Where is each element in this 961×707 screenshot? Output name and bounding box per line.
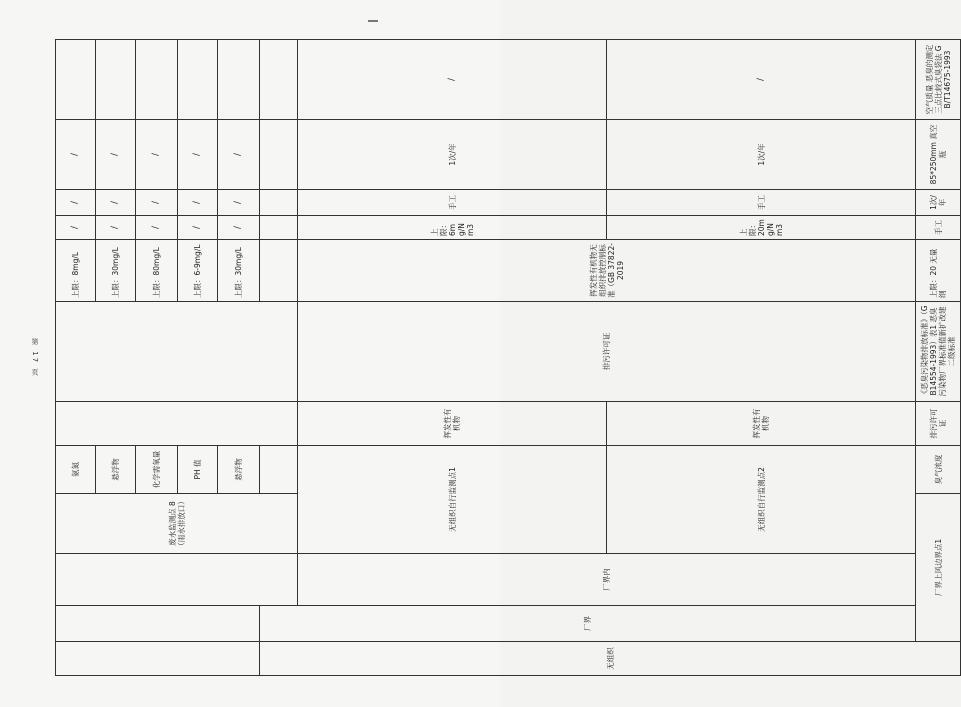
cell-empty [136,40,178,120]
cell-empty [260,216,298,240]
cell-empty [56,606,260,642]
page-number: 第 17 页 [31,338,39,378]
cell-empty [260,40,298,120]
cell-pollutant: 化学需氧量 [136,446,178,494]
cell-point: 无组织自行监测点2 [607,446,916,554]
cell-frequency: 1次/年 [607,120,916,190]
monitoring-table-rotated [55,40,956,676]
cell-limit: 上限：6-9mg/L [178,240,218,302]
cell-empty [56,302,298,402]
cell-method: / [96,216,136,240]
cell-container: / [218,120,260,190]
cell-wastewater-point: 废水监测点 8（雨水排放口） [56,494,298,554]
table-row [298,40,607,676]
cell-limit: 上限：8mg/L [56,240,96,302]
cell-frequency: / [218,190,260,216]
cell-zone: 厂界内 [298,554,916,606]
cell-limit: 上限：20 无量纲 [916,240,961,302]
cell-limit: 上限：6mg/Nm3 [298,216,607,240]
cell-empty [260,240,298,302]
cell-method: 手工 [298,190,607,216]
cell-limit: 上限：80mg/L [136,240,178,302]
cell-container: / [178,120,218,190]
table-row [56,40,96,676]
cell-empty [56,642,260,676]
cell-frequency: / [136,190,178,216]
cell-pollutant: 氨氮 [56,446,96,494]
monitoring-table [55,39,961,676]
cell-empty [218,40,260,120]
cell-empty [260,120,298,190]
cell-pollutant: 悬浮物 [96,446,136,494]
cell-method: / [178,216,218,240]
cell-container: / [298,40,607,120]
cell-empty [260,446,298,494]
cell-frequency: / [56,190,96,216]
cell-pollutant: 挥发性有机物 [298,402,607,446]
cell-frequency: 1次/年 [916,190,961,216]
cell-container: / [136,120,178,190]
cell-empty [178,40,218,120]
cell-pollutant: PH 值 [178,446,218,494]
cell-method: 手工 [607,190,916,216]
cell-point: 无组织自行监测点1 [298,446,607,554]
cell-method: / [136,216,178,240]
cell-limit: 上限：20mg/Nm3 [607,216,916,240]
cell-empty [96,40,136,120]
cell-empty [56,554,298,606]
cell-frequency: / [178,190,218,216]
scan-mark [368,20,378,22]
cell-method: / [56,216,96,240]
cell-boundary: 厂界 [260,606,916,642]
cell-pollutant: 挥发性有机物 [607,402,916,446]
cell-limit: 上限：30mg/L [96,240,136,302]
cell-category: 无组织 [260,642,961,676]
cell-container: / [96,120,136,190]
table-row [916,40,961,676]
cell-container: / [607,40,916,120]
cell-limit: 上限：30mg/L [218,240,260,302]
cell-frequency: / [96,190,136,216]
cell-analysis: 空气质量 恶臭的测定 三点比较式臭袋法 GB/T14675-1993 [916,40,961,120]
cell-empty [56,402,298,446]
cell-method: 手工 [916,216,961,240]
cell-pollutant: 臭气浓度 [916,446,961,494]
cell-container: 85*250mm 真空瓶 [916,120,961,190]
cell-basis: 排污许可证 [298,302,916,402]
cell-empty [56,40,96,120]
cell-container: / [56,120,96,190]
cell-empty [260,190,298,216]
cell-boundary-point: 厂界上风边界点1 [916,494,961,642]
cell-method: / [218,216,260,240]
cell-pollutant: 悬浮物 [218,446,260,494]
cell-frequency: 1次/年 [298,120,607,190]
cell-standard: 《恶臭污染物排放标准》（GB14554-1993）表1 恶臭污染物厂界标准值新扩改建二级标准 [916,302,961,402]
cell-standard: 挥发性有机物无组织排放控制标准（GB 37822-2019 [298,240,916,302]
cell-basis: 排污许可证 [916,402,961,446]
